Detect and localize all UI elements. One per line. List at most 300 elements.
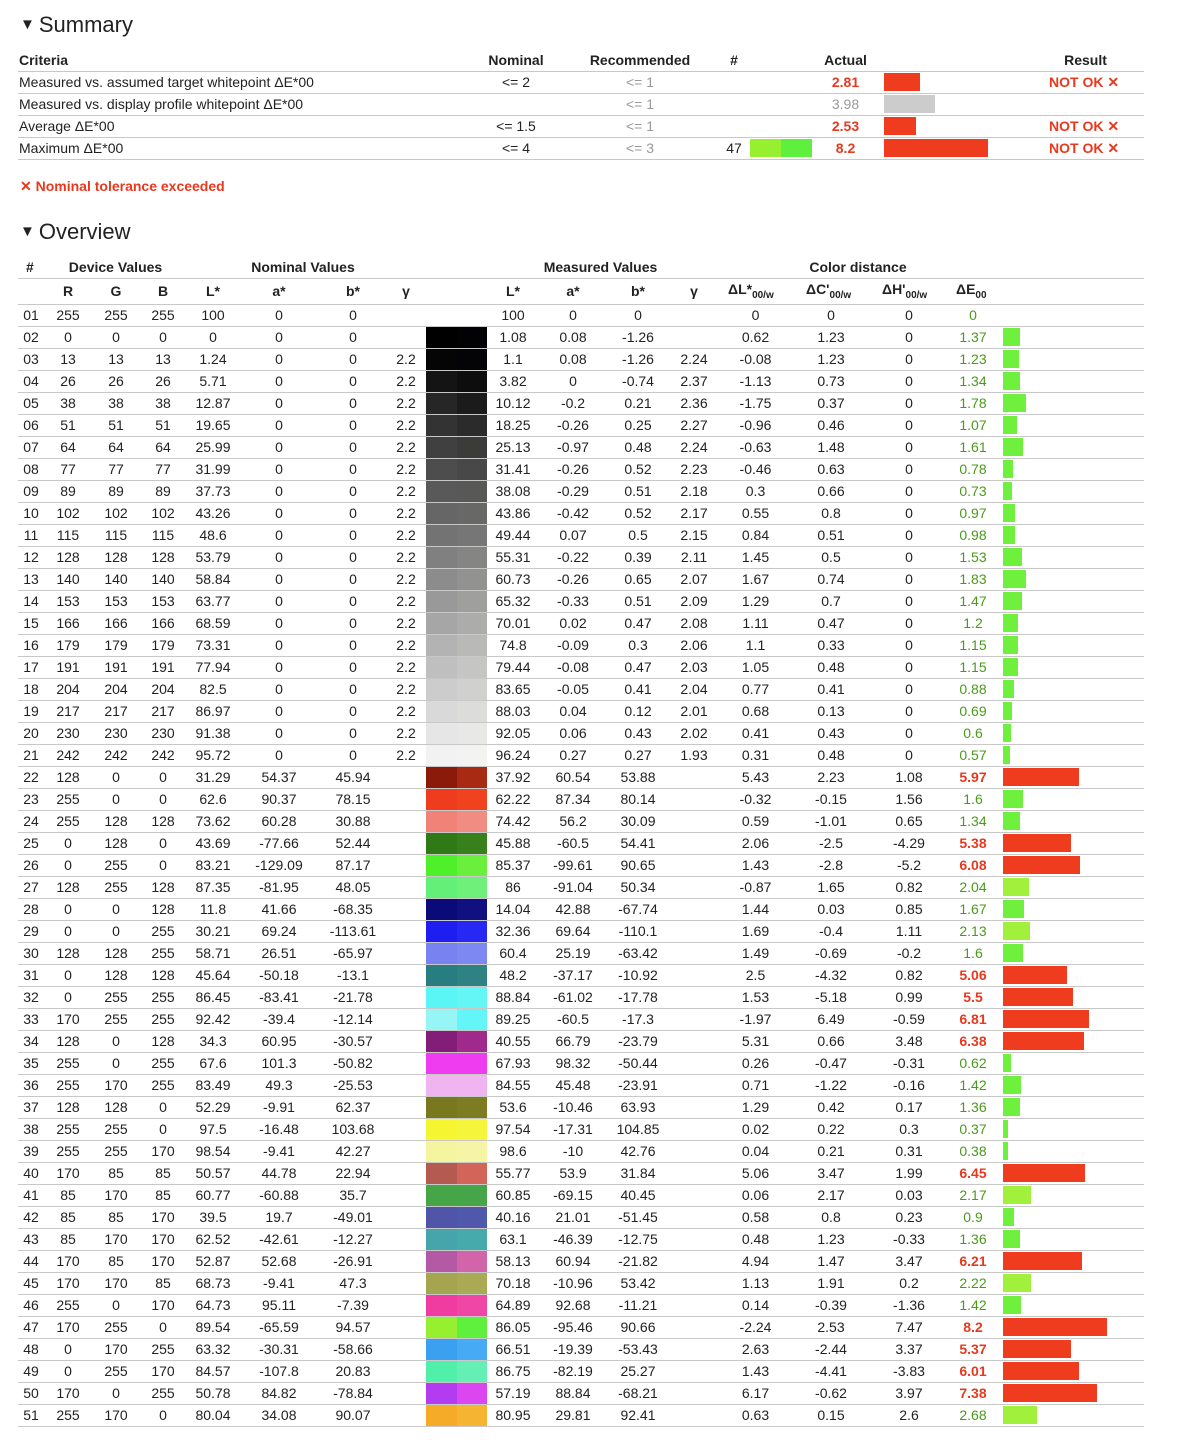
nominal-l: 98.54 — [195, 1143, 231, 1159]
nominal-l: 11.8 — [199, 901, 227, 917]
nominal-b: 48.05 — [335, 879, 371, 895]
delta-c: 0.46 — [817, 417, 845, 433]
measured-b: 54.41 — [620, 835, 656, 851]
collapse-triangle-icon[interactable]: ▼ — [20, 223, 35, 240]
nominal-a: 0 — [275, 703, 283, 719]
nominal-color-swatch — [426, 525, 457, 546]
overview-row — [18, 1229, 1144, 1251]
device-b: 153 — [151, 593, 175, 609]
nominal-a: 0 — [275, 461, 283, 477]
nominal-b: -50.82 — [333, 1055, 373, 1071]
nominal-color-swatch — [426, 657, 457, 678]
device-b: 255 — [151, 923, 175, 939]
overview-row — [18, 679, 1144, 701]
nominal-l: 67.6 — [199, 1055, 227, 1071]
nominal-b: 0 — [349, 329, 357, 345]
delta-c: 1.23 — [817, 329, 845, 345]
delta-e: 0.97 — [959, 505, 987, 521]
delta-e: 6.21 — [959, 1253, 987, 1269]
delta-l: 1.45 — [741, 549, 770, 565]
device-g: 0 — [112, 1297, 120, 1313]
row-number: 42 — [23, 1209, 39, 1225]
row-number: 32 — [23, 989, 39, 1005]
nominal-b: 0 — [349, 351, 357, 367]
measured-color-swatch — [457, 1185, 487, 1206]
nominal-b: -25.53 — [333, 1077, 373, 1093]
col-g: G — [110, 283, 122, 299]
collapse-triangle-icon[interactable]: ▼ — [20, 16, 35, 33]
delta-e: 6.01 — [959, 1363, 987, 1379]
overview-group-header — [18, 258, 1144, 279]
col-mgamma: γ — [690, 283, 698, 299]
device-g: 64 — [108, 439, 124, 455]
col-criteria: Criteria — [19, 52, 69, 68]
result-status: NOT OK ✕ — [1049, 74, 1120, 90]
overview-row — [18, 437, 1144, 459]
nominal-l: 63.77 — [195, 593, 231, 609]
nominal-b: 87.17 — [335, 857, 371, 873]
nominal-l: 91.38 — [195, 725, 231, 741]
delta-l: -0.08 — [739, 351, 772, 367]
delta-c: -1.01 — [815, 813, 847, 829]
measured-color-swatch — [457, 657, 487, 678]
delta-l: -2.24 — [739, 1319, 772, 1335]
recommended-text: <= 1 — [625, 118, 655, 134]
measured-l: 60.73 — [495, 571, 531, 587]
criteria-text: Maximum ΔE*00 — [19, 140, 124, 156]
nominal-b: -26.91 — [333, 1253, 373, 1269]
device-b: 0 — [159, 1099, 167, 1115]
measured-a: 98.32 — [555, 1055, 591, 1071]
overview-row — [18, 899, 1144, 921]
nominal-l: 86.45 — [195, 989, 231, 1005]
delta-c: 0.21 — [817, 1143, 845, 1159]
device-b: 64 — [155, 439, 171, 455]
delta-h: 0 — [905, 703, 913, 719]
nominal-b: 20.83 — [335, 1363, 371, 1379]
nominal-b: 30.88 — [335, 813, 371, 829]
measured-a: -10.96 — [553, 1275, 593, 1291]
row-number: 41 — [23, 1187, 39, 1203]
device-b: 85 — [155, 1187, 171, 1203]
nominal-b: 0 — [349, 571, 357, 587]
delta-l: -0.96 — [739, 417, 772, 433]
nominal-l: 50.57 — [195, 1165, 231, 1181]
nominal-l: 63.32 — [195, 1341, 231, 1357]
nominal-color-swatch — [426, 745, 457, 766]
nominal-l: 52.87 — [195, 1253, 231, 1269]
nominal-gamma: 2.2 — [396, 505, 416, 521]
delta-e: 8.2 — [963, 1319, 983, 1335]
device-b: 128 — [151, 879, 175, 895]
nominal-b: 0 — [349, 659, 357, 675]
measured-a: -19.39 — [553, 1341, 593, 1357]
col-de — [956, 281, 987, 301]
device-b: 128 — [151, 967, 175, 983]
row-number: 04 — [23, 373, 39, 389]
delta-e-bar — [1003, 922, 1030, 940]
measured-gamma: 2.03 — [680, 659, 708, 675]
measured-b: 0.12 — [624, 703, 652, 719]
measured-a: 0 — [569, 373, 577, 389]
overview-row — [18, 811, 1144, 833]
measured-b: 53.42 — [620, 1275, 656, 1291]
nominal-a: 0 — [275, 483, 283, 499]
nominal-gamma: 2.2 — [396, 351, 416, 367]
delta-e: 5.06 — [959, 967, 987, 983]
delta-c: 1.65 — [817, 879, 845, 895]
measured-a: -91.04 — [553, 879, 593, 895]
delta-l: 1.69 — [741, 923, 770, 939]
overview-row — [18, 327, 1144, 349]
measured-a: -0.29 — [557, 483, 589, 499]
summary-title[interactable] — [20, 12, 133, 38]
row-number: 25 — [23, 835, 39, 851]
measured-l: 70.18 — [495, 1275, 531, 1291]
overview-row — [18, 1339, 1144, 1361]
col-num: # — [26, 259, 34, 275]
nominal-color-swatch — [426, 723, 457, 744]
delta-l: 0.59 — [741, 813, 770, 829]
overview-row — [18, 789, 1144, 811]
delta-e: 1.61 — [959, 439, 987, 455]
overview-row — [18, 481, 1144, 503]
device-b: 0 — [159, 1121, 167, 1137]
measured-b: 92.41 — [620, 1407, 656, 1423]
nominal-b: 0 — [349, 417, 357, 433]
measured-a: 0.07 — [559, 527, 587, 543]
measured-l: 74.42 — [495, 813, 531, 829]
measured-l: 96.24 — [495, 747, 531, 763]
device-b: 170 — [151, 1143, 175, 1159]
measured-gamma: 2.18 — [680, 483, 708, 499]
measured-color-swatch — [457, 943, 487, 964]
measured-color-swatch — [457, 899, 487, 920]
measured-color-swatch — [457, 1009, 487, 1030]
delta-h: 0.85 — [895, 901, 923, 917]
measured-b: -11.21 — [618, 1297, 658, 1313]
delta-e-bar — [1003, 1406, 1037, 1424]
nominal-l: 39.5 — [199, 1209, 227, 1225]
delta-e: 6.45 — [959, 1165, 987, 1181]
row-number: 14 — [23, 593, 39, 609]
device-r: 77 — [60, 461, 76, 477]
delta-e-bar — [1003, 1318, 1107, 1336]
col-dc-sub: 00/w — [829, 289, 852, 301]
device-g: 0 — [112, 901, 120, 917]
device-r: 170 — [56, 1165, 80, 1181]
delta-c: 6.49 — [817, 1011, 845, 1027]
delta-e: 1.42 — [959, 1077, 987, 1093]
delta-e: 1.34 — [959, 373, 987, 389]
actual-bar — [884, 73, 920, 91]
col-de-sub: 00 — [975, 289, 987, 301]
row-number: 11 — [23, 527, 39, 543]
delta-e-bar — [1003, 790, 1023, 808]
nominal-b: 42.27 — [335, 1143, 371, 1159]
measured-a: -60.5 — [557, 835, 589, 851]
device-r: 26 — [60, 373, 76, 389]
measured-color-swatch — [457, 1141, 487, 1162]
delta-l: 0.58 — [741, 1209, 770, 1225]
delta-e: 1.78 — [959, 395, 987, 411]
measured-a: 0.04 — [559, 703, 587, 719]
overview-row — [18, 965, 1144, 987]
measured-b: 0.51 — [624, 593, 652, 609]
measured-gamma: 2.02 — [680, 725, 708, 741]
delta-e-bar — [1003, 1120, 1008, 1138]
device-r: 191 — [56, 659, 80, 675]
device-g: 51 — [108, 417, 124, 433]
delta-l: 4.94 — [741, 1253, 770, 1269]
measured-b: 0.21 — [624, 395, 652, 411]
delta-l: 1.44 — [741, 901, 770, 917]
overview-row — [18, 503, 1144, 525]
actual-value: 2.53 — [831, 118, 860, 134]
delta-e-bar — [1003, 856, 1080, 874]
measured-l: 55.77 — [495, 1165, 531, 1181]
delta-c: 0.48 — [817, 747, 845, 763]
delta-e: 6.08 — [959, 857, 987, 873]
measured-gamma: 2.11 — [680, 549, 708, 565]
device-g: 85 — [108, 1253, 124, 1269]
device-r: 0 — [64, 329, 72, 345]
delta-l: 5.06 — [741, 1165, 770, 1181]
overview-row — [18, 525, 1144, 547]
device-r: 242 — [56, 747, 80, 763]
col-ml: L* — [506, 283, 520, 299]
device-b: 255 — [151, 307, 175, 323]
nominal-l: 43.26 — [195, 505, 231, 521]
device-b: 85 — [155, 1275, 171, 1291]
delta-e-bar — [1003, 1296, 1021, 1314]
nominal-l: 25.99 — [195, 439, 231, 455]
delta-h: 0 — [905, 725, 913, 741]
delta-c: 0.48 — [817, 659, 845, 675]
nominal-a: -60.88 — [259, 1187, 299, 1203]
measured-color-swatch — [457, 1119, 487, 1140]
overview-row — [18, 305, 1144, 327]
delta-e: 1.36 — [959, 1099, 987, 1115]
delta-e-bar — [1003, 1032, 1084, 1050]
measured-l: 67.93 — [495, 1055, 531, 1071]
overview-row — [18, 701, 1144, 723]
measured-a: -69.15 — [553, 1187, 593, 1203]
nominal-b: 78.15 — [335, 791, 371, 807]
nominal-a: 52.68 — [261, 1253, 297, 1269]
delta-h: 0.03 — [895, 1187, 923, 1203]
delta-l: 1.11 — [742, 615, 769, 631]
overview-row — [18, 1009, 1144, 1031]
device-r: 85 — [60, 1209, 76, 1225]
delta-e-bar — [1003, 1274, 1031, 1292]
nominal-l: 97.5 — [199, 1121, 227, 1137]
col-b: B — [157, 283, 169, 299]
measured-gamma: 2.01 — [680, 703, 708, 719]
device-r: 255 — [56, 307, 80, 323]
nominal-color-swatch — [426, 1185, 457, 1206]
delta-c: 0.8 — [821, 505, 841, 521]
delta-l: 5.31 — [741, 1033, 770, 1049]
measured-b: -67.74 — [618, 901, 658, 917]
measured-a: -82.19 — [553, 1363, 593, 1379]
measured-a: 21.01 — [555, 1209, 591, 1225]
delta-c: 1.48 — [817, 439, 845, 455]
row-number: 34 — [23, 1033, 39, 1049]
device-r: 128 — [56, 1033, 80, 1049]
delta-e-bar — [1003, 966, 1067, 984]
nominal-l: 43.69 — [195, 835, 231, 851]
delta-l: -0.63 — [739, 439, 772, 455]
overview-row — [18, 393, 1144, 415]
delta-h: 0 — [905, 659, 913, 675]
measured-b: -110.1 — [618, 923, 658, 939]
measured-a: 88.84 — [555, 1385, 591, 1401]
delta-c: 3.47 — [817, 1165, 845, 1181]
delta-e-bar — [1003, 636, 1018, 654]
nominal-l: 50.78 — [195, 1385, 231, 1401]
delta-l: 0 — [751, 307, 760, 323]
device-g: 0 — [112, 1385, 120, 1401]
measured-gamma: 2.04 — [680, 681, 708, 697]
measured-color-swatch — [457, 767, 487, 788]
nominal-a: 0 — [275, 549, 283, 565]
nominal-a: 60.28 — [261, 813, 297, 829]
device-b: 255 — [151, 1011, 175, 1027]
measured-b: 25.27 — [620, 1363, 656, 1379]
delta-l: 0.02 — [741, 1121, 770, 1137]
measured-l: 92.05 — [495, 725, 531, 741]
nominal-a: -50.18 — [259, 967, 299, 983]
delta-e: 0.9 — [963, 1209, 983, 1225]
device-b: 191 — [151, 659, 175, 675]
measured-l: 84.55 — [495, 1077, 531, 1093]
delta-e: 5.37 — [959, 1341, 987, 1357]
device-g: 170 — [104, 1231, 128, 1247]
nominal-b: 0 — [349, 395, 357, 411]
nominal-a: 0 — [275, 351, 283, 367]
device-b: 128 — [151, 901, 175, 917]
measured-color-swatch — [457, 547, 487, 568]
overview-row — [18, 1119, 1144, 1141]
row-number: 15 — [23, 615, 39, 631]
measured-color-swatch — [457, 921, 487, 942]
delta-e-bar — [1003, 702, 1012, 720]
nominal-b: -113.61 — [329, 923, 377, 939]
device-r: 51 — [60, 417, 76, 433]
measured-b: 50.34 — [620, 879, 656, 895]
nominal-gamma: 2.2 — [396, 461, 416, 477]
delta-e: 1.6 — [963, 945, 983, 961]
row-number: 50 — [23, 1385, 39, 1401]
result-status: NOT OK ✕ — [1049, 140, 1120, 156]
delta-h: 0 — [905, 681, 913, 697]
delta-e-bar — [1003, 350, 1019, 368]
nominal-gamma: 2.2 — [396, 439, 416, 455]
nominal-l: 82.5 — [199, 681, 227, 697]
device-b: 255 — [151, 1341, 175, 1357]
delta-e: 1.15 — [959, 659, 987, 675]
delta-c: 0.5 — [821, 549, 841, 565]
device-g: 255 — [104, 1011, 128, 1027]
row-number: 07 — [23, 439, 39, 455]
nominal-l: 19.65 — [195, 417, 231, 433]
measured-color-swatch — [457, 855, 487, 876]
measured-a: -10 — [562, 1143, 584, 1159]
delta-h: -5.2 — [896, 857, 922, 873]
device-g: 0 — [112, 1055, 120, 1071]
measured-color-swatch — [457, 1229, 487, 1250]
device-g: 191 — [104, 659, 128, 675]
delta-c: 0.51 — [817, 527, 845, 543]
nominal-color-swatch — [426, 899, 457, 920]
delta-l: -1.75 — [739, 395, 772, 411]
measured-b: 0.47 — [624, 659, 652, 675]
nominal-a: 0 — [275, 395, 283, 411]
nominal-l: 73.62 — [195, 813, 231, 829]
delta-e-bar — [1003, 570, 1026, 588]
delta-h: -0.16 — [893, 1077, 925, 1093]
device-g: 26 — [108, 373, 124, 389]
delta-l: 1.05 — [741, 659, 770, 675]
device-b: 51 — [155, 417, 171, 433]
row-number: 26 — [23, 857, 39, 873]
device-g: 255 — [104, 1319, 128, 1335]
overview-title[interactable] — [20, 219, 131, 245]
nominal-color-swatch — [426, 393, 457, 414]
delta-c: 0.47 — [817, 615, 845, 631]
col-l: L* — [206, 283, 220, 299]
nominal-color-swatch — [426, 1141, 457, 1162]
result-status: NOT OK ✕ — [1049, 118, 1120, 134]
nominal-color-swatch — [426, 1383, 457, 1404]
delta-l: 0.63 — [741, 1407, 770, 1423]
overview-row — [18, 415, 1144, 437]
measured-color-swatch — [457, 1383, 487, 1404]
delta-e: 6.81 — [959, 1011, 987, 1027]
col-count: # — [730, 52, 738, 68]
measured-l: 74.8 — [499, 637, 527, 653]
delta-h: 0 — [905, 571, 913, 587]
nominal-b: 0 — [349, 527, 357, 543]
measured-a: 69.64 — [555, 923, 591, 939]
delta-e-bar — [1003, 1098, 1020, 1116]
device-b: 179 — [151, 637, 175, 653]
measured-l: 48.2 — [499, 967, 527, 983]
row-number: 38 — [23, 1121, 39, 1137]
row-number: 40 — [23, 1165, 39, 1181]
delta-c: 0.03 — [817, 901, 845, 917]
measured-l: 14.04 — [495, 901, 531, 917]
nominal-color-swatch — [426, 965, 457, 986]
device-g: 170 — [104, 1077, 128, 1093]
nominal-l: 100 — [201, 307, 225, 323]
delta-e: 0.6 — [963, 725, 983, 741]
measured-b: 63.93 — [620, 1099, 656, 1115]
nominal-color-swatch — [426, 591, 457, 612]
device-g: 204 — [104, 681, 128, 697]
row-number: 37 — [23, 1099, 39, 1115]
delta-h: 1.99 — [895, 1165, 923, 1181]
delta-e-bar — [1003, 438, 1023, 456]
worst-patch-nominal-swatch — [750, 139, 781, 157]
delta-c: -4.41 — [815, 1363, 847, 1379]
measured-l: 40.55 — [495, 1033, 531, 1049]
delta-h: 2.6 — [899, 1407, 919, 1423]
measured-b: 0.48 — [624, 439, 652, 455]
delta-h: 0 — [905, 351, 913, 367]
delta-c: -4.32 — [815, 967, 847, 983]
